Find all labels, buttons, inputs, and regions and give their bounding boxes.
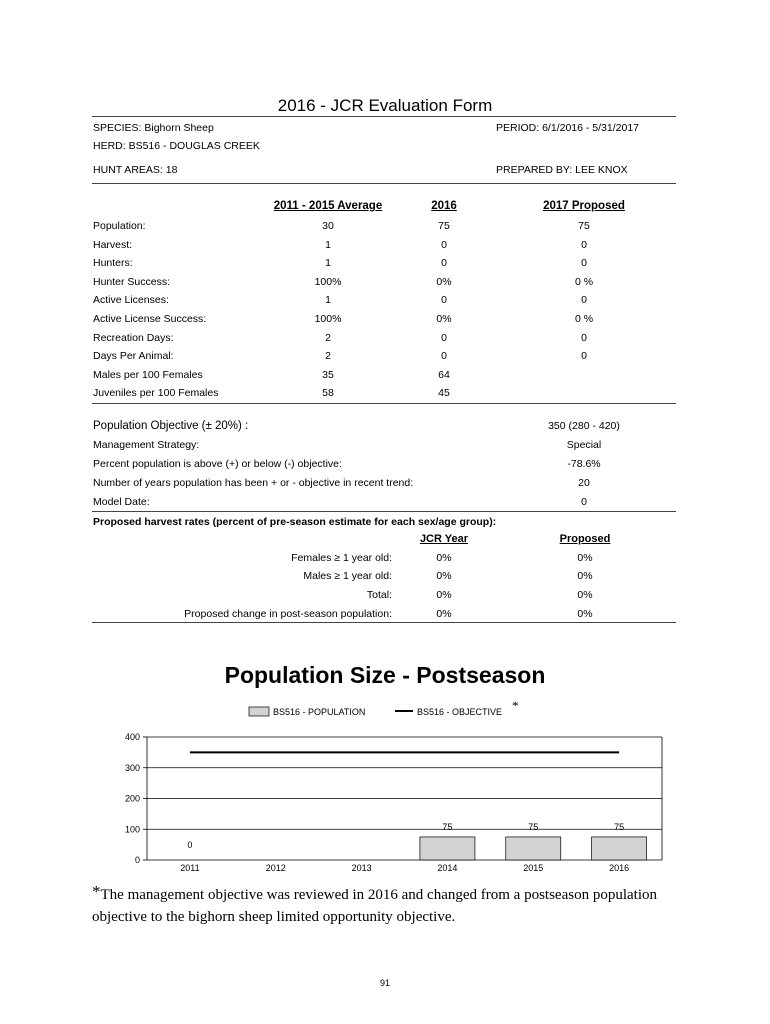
bar [420, 837, 475, 860]
harvest-jcr-value: 0% [436, 570, 452, 582]
stat-2017-proposed: 0 [581, 350, 587, 363]
stat-average: 2 [325, 350, 331, 363]
col-header-2017-proposed: 2017 Proposed [543, 200, 625, 212]
harvest-jcr-value: 0% [436, 552, 452, 564]
species: SPECIES: Bighorn Sheep [93, 122, 214, 134]
divider [92, 183, 676, 184]
harvest-proposed-value: 0% [577, 608, 593, 620]
objective-value: 20 [578, 477, 590, 489]
stat-2016: 0 [441, 294, 447, 307]
bar-value-label: 75 [614, 821, 625, 832]
bar-value-label: 75 [528, 821, 539, 832]
objective-label: Population Objective (± 20%) : [93, 420, 249, 432]
herd: HERD: BS516 - DOUGLAS CREEK [93, 140, 260, 152]
divider [92, 116, 676, 117]
stat-2016: 0 [441, 331, 447, 344]
stat-2016: 0 [441, 350, 447, 363]
stat-label: Hunters: [93, 257, 133, 270]
x-tick-label: 2014 [437, 863, 458, 873]
stat-label: Harvest: [93, 238, 133, 251]
y-tick-label: 100 [124, 824, 140, 835]
footnote-star: * [92, 882, 101, 901]
form-title: 2016 - JCR Evaluation Form [277, 96, 493, 115]
footnote [92, 884, 692, 928]
legend-objective-label: BS516 - OBJECTIVE [417, 707, 503, 717]
y-tick-label: 0 [134, 855, 140, 865]
x-tick-label: 2013 [351, 863, 372, 873]
objective-value: 350 (280 - 420) [548, 420, 620, 432]
stat-label: Recreation Days: [93, 331, 174, 344]
stat-2016: 0% [436, 313, 452, 325]
harvest-jcr-value: 0% [436, 589, 452, 601]
harvest-proposed-value: 0% [577, 552, 593, 564]
x-tick-label: 2012 [265, 863, 286, 873]
x-tick-label: 2011 [180, 863, 200, 873]
population-chart [0, 700, 770, 880]
harvest-label: Total: [366, 589, 392, 601]
objective-value: Special [566, 439, 602, 451]
bar-value-label: 75 [442, 821, 453, 832]
y-tick-label: 400 [124, 732, 140, 742]
x-tick-label: 2015 [523, 863, 544, 873]
bar-value-label: 0 [187, 840, 193, 850]
stat-average: 1 [325, 257, 331, 270]
harvest-label: Females ≥ 1 year old: [291, 552, 392, 564]
footnote-text: The management objective was reviewed in 2016 and changed from a postseason population objective to the bighorn sheep limited opportunity objective. [92, 887, 657, 925]
stat-2017-proposed: 0 [581, 294, 587, 307]
stat-2016: 0% [436, 275, 452, 288]
stat-2017-proposed: 0 % [574, 313, 594, 325]
harvest-jcr-value: 0% [436, 608, 452, 620]
harvest-proposed-value: 0% [577, 589, 593, 601]
col-header-2016: 2016 [431, 200, 457, 212]
objective-value: -78.6% [567, 458, 601, 470]
stat-2017-proposed: 0 [581, 331, 587, 344]
col-header-jcr-year: JCR Year [419, 533, 469, 545]
harvest-proposed-value: 0% [577, 570, 593, 582]
stat-2017-proposed: 0 [581, 238, 587, 251]
stat-2017-proposed: 75 [578, 220, 590, 232]
stat-average: 30 [322, 220, 334, 232]
stat-label: Active License Success: [93, 313, 207, 325]
objective-label: Percent population is above (+) or below (-) objective: [93, 458, 342, 470]
period: PERIOD: 6/1/2016 - 5/31/2017 [496, 122, 640, 134]
objective-value: 0 [581, 496, 587, 508]
objective-label: Number of years population has been + or - objective in recent trend: [93, 477, 414, 489]
legend-star: * [512, 700, 519, 713]
stat-average: 58 [322, 387, 334, 400]
objective-label: Model Date: [93, 496, 150, 508]
stat-label: Hunter Success: [93, 275, 171, 288]
x-tick-label: 2016 [609, 863, 630, 873]
prepared-by: PREPARED BY: LEE KNOX [496, 164, 628, 176]
stat-average: 35 [322, 368, 334, 381]
stat-2017-proposed: 0 % [574, 275, 594, 288]
bar [506, 837, 561, 860]
harvest-label: Proposed change in post-season population: [184, 608, 392, 620]
col-header-average: 2011 - 2015 Average [273, 200, 383, 212]
divider [92, 622, 676, 623]
divider [92, 403, 676, 404]
harvest-rates-title: Proposed harvest rates (percent of pre-season estimate for each sex/age group): [93, 516, 497, 528]
stat-label: Population: [93, 220, 146, 232]
stat-label: Days Per Animal: [93, 350, 174, 363]
stat-average: 100% [314, 275, 342, 288]
stat-2016: 0 [441, 257, 447, 270]
hunt-areas: HUNT AREAS: 18 [93, 164, 178, 176]
stat-average: 1 [325, 294, 331, 307]
stat-average: 100% [314, 313, 342, 325]
stat-2016: 0 [441, 238, 447, 251]
stat-label: Active Licenses: [93, 294, 169, 307]
harvest-label: Males ≥ 1 year old: [303, 570, 392, 582]
bar [592, 837, 647, 860]
stat-average: 2 [325, 331, 331, 344]
stat-2016: 45 [438, 387, 450, 400]
objective-label: Management Strategy: [93, 439, 200, 451]
stat-2017-proposed: 0 [581, 257, 587, 270]
page-number: 91 [379, 978, 390, 988]
chart-title: Population Size - Postseason [224, 662, 546, 688]
stat-2016: 64 [438, 368, 450, 381]
col-header-proposed: Proposed [559, 533, 611, 545]
stat-2016: 75 [438, 220, 450, 232]
stat-label: Juveniles per 100 Females [93, 387, 219, 400]
y-tick-label: 200 [124, 793, 140, 804]
stat-label: Males per 100 Females [93, 368, 203, 381]
legend-population-label: BS516 - POPULATION [273, 707, 366, 717]
divider [92, 511, 676, 512]
stat-average: 1 [325, 238, 331, 251]
legend-population-swatch [249, 707, 269, 716]
y-tick-label: 300 [124, 762, 140, 773]
